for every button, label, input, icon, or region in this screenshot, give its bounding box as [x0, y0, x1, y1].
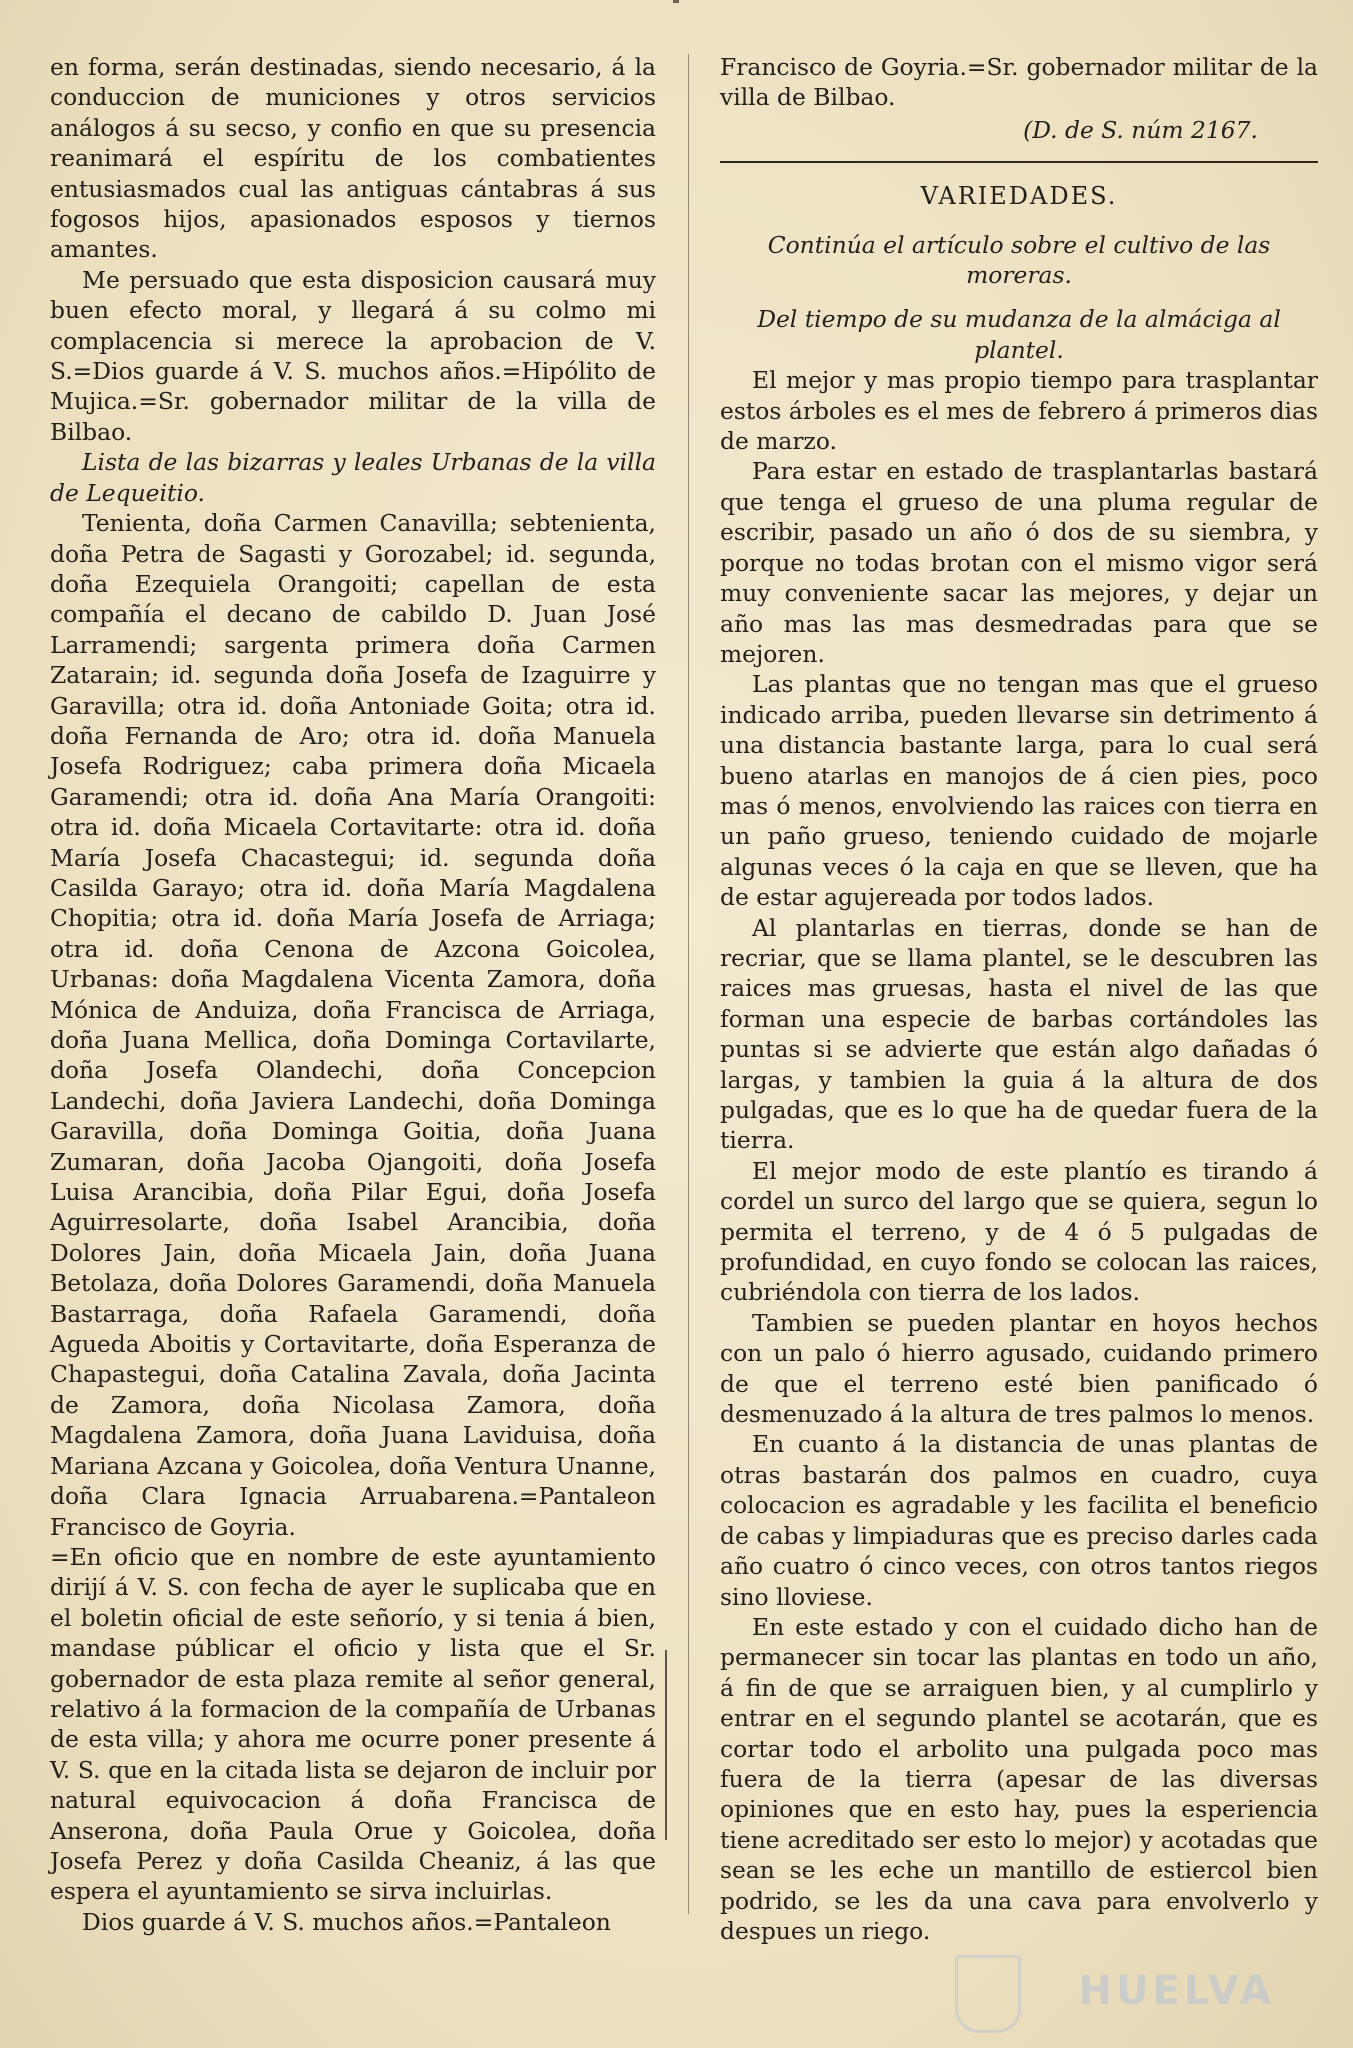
watermark: HUELVA	[1078, 1968, 1275, 2014]
article-subtitle: Continúa el artículo sobre el cultivo de las moreras.	[767, 230, 1271, 290]
section-rule	[720, 161, 1318, 163]
paragraph: El mejor modo de este plantío es tirando á cordel un surco del largo que se quiera, segun lo permita el terreno, y de 4 ó 5 pulgadas de profundidad, en cuyo fondo se colocan las raices, cubriéndola con tierra de los lados.	[720, 1156, 1318, 1307]
column-divider	[688, 54, 689, 1914]
section-title: VARIEDADES.	[920, 182, 1118, 211]
paragraph: Tambien se pueden plantar en hoyos hechos con un palo ó hierro agusado, cuidando primero de que el terreno esté bien panificado ó desmenuzado á la altura de tres palmos lo menos.	[720, 1308, 1318, 1429]
paragraph: Para estar en estado de trasplantarlas bastará que tenga el grueso de una pluma regular de escribir, pasado un año ó dos de su siembra, y porque no todas brotan con el mismo vigor será muy conveniente sacar las mejores, y dejar un año mas las mas desmedradas para que se mejoren.	[720, 457, 1318, 668]
divider-bracket	[665, 1650, 667, 1840]
right-column	[720, 52, 1318, 1946]
top-mark	[673, 0, 679, 3]
paragraph: Al plantarlas en tierras, donde se han de recriar, que se llama plantel, se le descubren las raices mas gruesas, hasta el nivel de las que forman una especie de barbas cortándoles las puntas si se advierte que están algo dañadas ó largas, y tambien la guia á la altura de dos pulgadas, que es lo que ha de quedar fuera de la tierra.	[720, 913, 1318, 1155]
article-heading: Del tiempo de su mudanza de la almáciga al plantel.	[757, 305, 1281, 364]
paragraph: Me persuado que esta disposicion causará muy buen efecto moral, y llegará á su colmo mi complacencia si merece la aprobacion de V. S.=Dios guarde á V. S. muchos años.=Hipólito de Mujica.=Sr. gobernador militar de la villa de Bilbao.	[50, 265, 656, 446]
paragraph: En este estado y con el cuidado dicho han de permanecer sin tocar las plantas en todo un año, á fin de que se arraiguen bien, y al cumplirlo y entrar en el segundo plantel se acotarán, que es cortar todo el arbolito una pulgada poco mas fuera de la tierra (apesar de las diversas opiniones que en esto hay, pues la esperiencia tiene acreditado ser esto lo mejor) y acotadas que sean se les eche un mantillo de estiercol bien podrido, se les da una cava para envolverlo y despues un riego.	[720, 1612, 1318, 1945]
paragraph: El mejor y mas propio tiempo para trasplantar estos árboles es el mes de febrero á primeros dias de marzo.	[720, 366, 1318, 456]
paragraph: =En oficio que en nombre de este ayuntamiento dirijí á V. S. con fecha de ayer le suplicaba que en el boletin oficial de este señorío, y si tenia á bien, mandase públicar el oficio y lista que el Sr. gobernador de esta plaza remite al señor general, relativo á la formacion de la compañía de Urbanas de esta villa; y ahora me ocurre poner presente á V. S. que en la citada lista se dejaron de incluir por natural equivocacion á doña Francisca de Anserona, doña Paula Orue y Goicolea, doña Josefa Perez y doña Casilda Cheaniz, á las que espera el ayuntamiento se sirva incluirlas.	[50, 1542, 656, 1906]
paragraph: Las plantas que no tengan mas que el grueso indicado arriba, pueden llevarse sin detrimento á una distancia bastante larga, para lo cual será bueno atarlas en manojos de á cien pies, poco mas ó menos, envolviendo las raices con tierra en un paño grueso, teniendo cuidado de mojarle algunas veces ó la caja en que se lleven, que ha de estar agujereada por todos lados.	[720, 670, 1318, 912]
paragraph: Tenienta, doña Carmen Canavilla; sebtenienta, doña Petra de Sagasti y Gorozabel; id. segunda, doña Ezequiela Orangoiti; capellan de esta compañía el decano de cabildo D. Juan José Larramendi; sargenta primera doña Carmen Zatarain; id. segunda doña Josefa de Izaguirre y Garavilla; otra id. doña Antoniade Goita; otra id. doña Fernanda de Aro; otra id. doña Manuela Josefa Rodriguez; caba primera doña Micaela Garamendi; otra id. doña Ana María Orangoiti: otra id. doña Micaela Cortavitarte: otra id. doña María Josefa Chacastegui; id. segunda doña Casilda Garayo; otra id. doña María Magdalena Chopitia; otra id. doña María Josefa de Arriaga; otra id. doña Cenona de Azcona Goicolea, Urbanas: doña Magdalena Vicenta Zamora, doña Mónica de Anduiza, doña Francisca de Arriaga, doña Juana Mellica, doña Dominga Cortavilarte, doña Josefa Olandechi, doña Concepcion Landechi, doña Javiera Landechi, doña Dominga Garavilla, doña Dominga Goitia, doña Juana Zumaran, doña Jacoba Ojangoiti, doña Josefa Luisa Arancibia, doña Pilar Egui, doña Josefa Aguirresolarte, doña Isabel Arancibia, doña Dolores Jain, doña Micaela Jain, doña Juana Betolaza, doña Dolores Garamendi, doña Manuela Bastarraga, doña Rafaela Garamendi, doña Agueda Aboitis y Cortavitarte, doña Esperanza de Chapastegui, doña Catalina Zavala, doña Jacinta de Zamora, doña Nicolasa Zamora, doña Magdalena Zamora, doña Juana Laviduisa, doña Mariana Azcana y Goicolea, doña Ventura Unanne, doña Clara Ignacia Arruabarena.=Pantaleon Francisco de Goyria.	[50, 509, 656, 1541]
list-title: Lista de las bizarras y leales Urbanas de la villa de Lequeitio.	[50, 448, 656, 507]
paragraph: Dios guarde á V. S. muchos años.=Pantaleon	[82, 1907, 611, 1936]
source-citation: (D. de S. núm 2167.	[1023, 115, 1258, 144]
paragraph: Francisco de Goyria.=Sr. gobernador militar de la villa de Bilbao.	[720, 53, 1318, 112]
paragraph: En cuanto á la distancia de unas plantas de otras bastarán dos palmos en cuadro, cuya colocacion es agradable y les facilita el beneficio de cabas y limpiaduras que es preciso darles cada año cuatro ó cinco veces, con otros tantos riegos sino lloviese.	[720, 1430, 1318, 1611]
paragraph: en forma, serán destinadas, siendo necesario, á la conduccion de municiones y otros servicios análogos á su secso, y confio en que su presencia reanimará el espíritu de los combatientes entusiasmados cual las antiguas cántabras á sus fogosos hijos, apasionados esposos y tiernos amantes.	[50, 53, 656, 264]
left-column	[50, 52, 656, 1937]
